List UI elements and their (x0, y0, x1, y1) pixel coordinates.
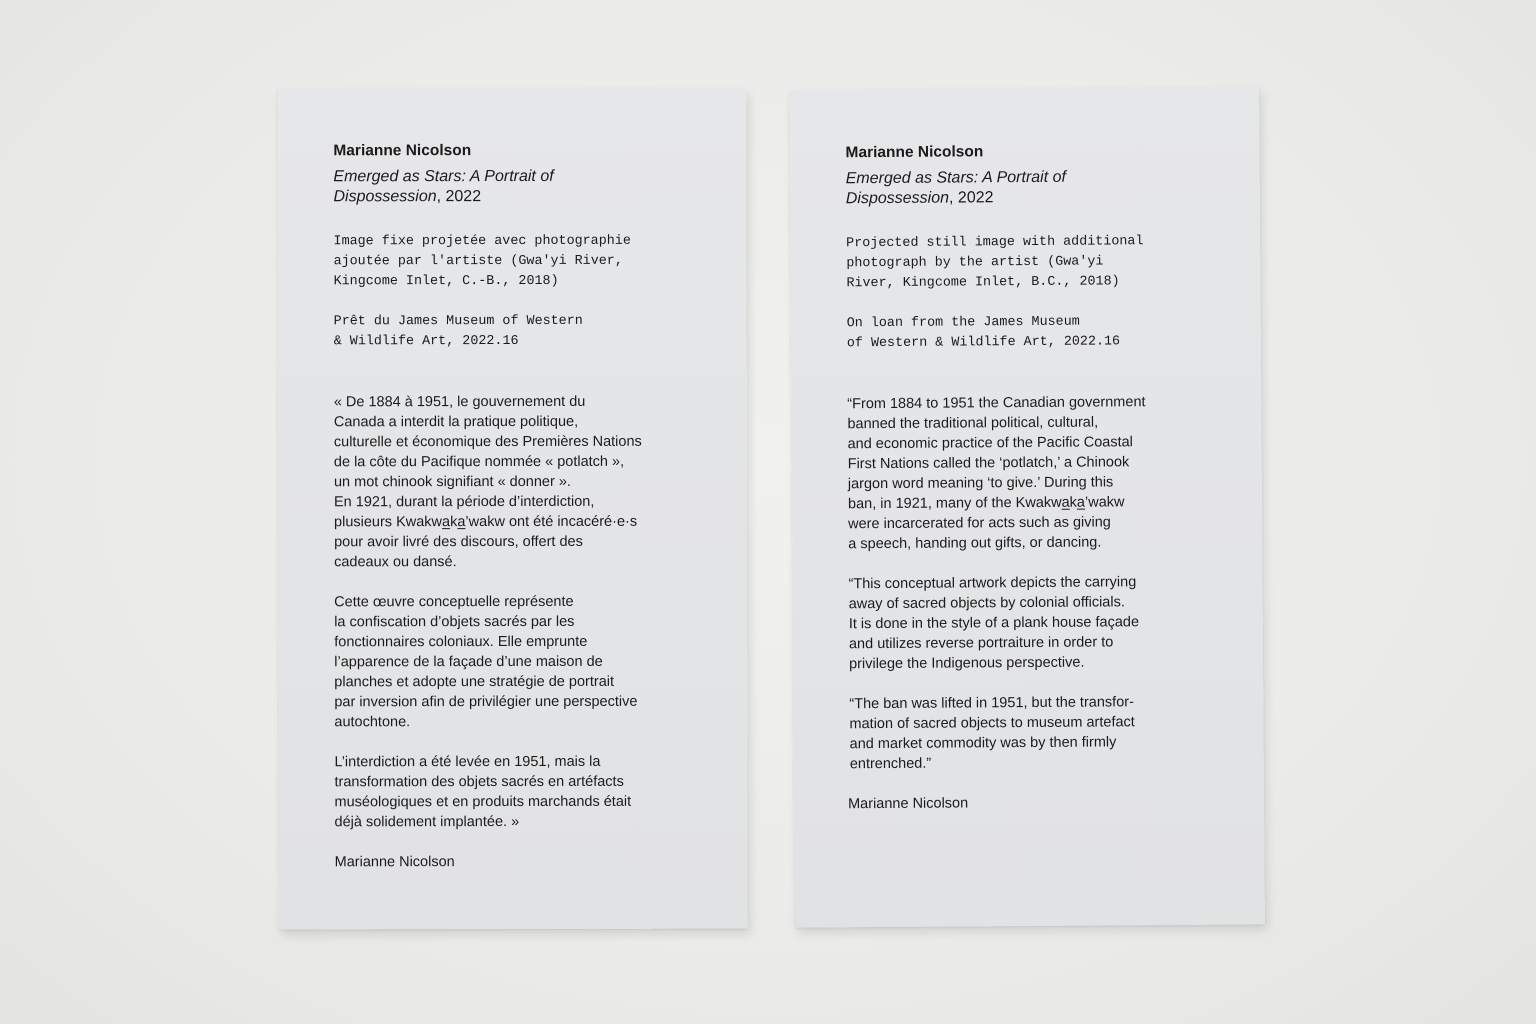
artwork-title-italic: Emerged as Stars: A Portrait of Dispossession (845, 168, 1066, 208)
quote-p1-underlined-a-2: a (1076, 494, 1086, 511)
artwork-title (846, 167, 1136, 209)
artwork-title-italic: Emerged as Stars: A Portrait of Dispossession (333, 167, 554, 206)
artwork-title (333, 167, 623, 208)
quote-paragraph-1 (847, 392, 1242, 555)
loan-credit: On loan from the James Museum of Western & Wildlife Art, 2022.16 (846, 314, 1121, 352)
quote-p1-underlined-a-2: a (457, 514, 466, 531)
english-wall-label (789, 86, 1265, 927)
quote-p1-part-b: k (450, 514, 458, 531)
quote-p1-part-a: « De 1884 à 1951, le gouvernement du Canada a interdit la pratique politique, culturelle et économique des Premières Nations de la côte du Pacifique nommée « potlatch », un mot chinook signifiant « donner ». En 1921, durant la période d’interdiction, plusieurs Kwakw (333, 393, 642, 531)
english-label-content (845, 141, 1244, 815)
loan-credit: Prêt du James Museum of Western & Wildlife Art, 2022.16 (333, 313, 583, 350)
quote-paragraph-2: “This conceptual artwork depicts the carrying away of sacred objects by colonial officials. It is done in the style of a plank house façade and utilizes reverse portraiture in order to privilege the Indigenous perspective. (848, 574, 1140, 673)
quote-p1-underlined-a-1: a (442, 514, 451, 531)
quote-paragraph-2: Cette œuvre conceptuelle représente la confiscation d’objets sacrés par les fonctionnaires coloniaux. Elle emprunte l’apparence de la façade d’une maison de planches et adopte une stratégie de portrait par inversion afin de privilégier une perspective autochtone. (334, 593, 638, 731)
quote-paragraph-3: L’interdiction a été levée en 1951, mais la transformation des objets sacrés en artéfacts muséologiques et en produits marchands était déjà solidement implantée. » (334, 753, 632, 831)
quote-p1-part-a: “From 1884 to 1951 the Canadian government banned the traditional political, cultural, and economic practice of the Pacific Coastal First Nations called the ‘potlatch,’ a Chinook jargon word meaning ‘to give.’ During this ban, in 1921, many of the Kwakw (847, 394, 1146, 513)
artwork-medium: Projected still image with additional photograph by the artist (Gwa'yi River, Kingcome Inlet, B.C., 2018) (846, 234, 1144, 292)
quote-paragraph-3: “The ban was lifted in 1951, but the transfor- mation of sacred objects to museum artefact and market commodity was by then firmly entrenched.” (849, 694, 1135, 773)
quote-paragraph-1 (334, 392, 727, 573)
artwork-medium: Image fixe projetée avec photographie ajoutée par l'artiste (Gwa'yi River, Kingcome Inlet, C.-B., 2018) (333, 233, 631, 290)
quote-p1-underlined-a-1: a (1061, 494, 1070, 511)
quote-p1-part-b: k (1069, 494, 1077, 511)
artwork-year: , 2022 (948, 189, 994, 207)
quote-signature: Marianne Nicolson (848, 795, 969, 813)
artist-name: Marianne Nicolson (333, 142, 472, 160)
quote-p1-part-c: ’wakw were incarcerated for acts such as giving a speech, handing out gifts, or dancing. (848, 494, 1125, 553)
quote-p1-part-c: ’wakw ont été incacéré·e·s pour avoir livré des discours, offert des cadeaux ou dansé. (334, 513, 638, 571)
artwork-year: , 2022 (436, 188, 482, 206)
quote-signature: Marianne Nicolson (334, 854, 455, 871)
artist-name: Marianne Nicolson (845, 143, 984, 162)
french-label-content (333, 141, 727, 873)
french-wall-label (277, 88, 747, 930)
